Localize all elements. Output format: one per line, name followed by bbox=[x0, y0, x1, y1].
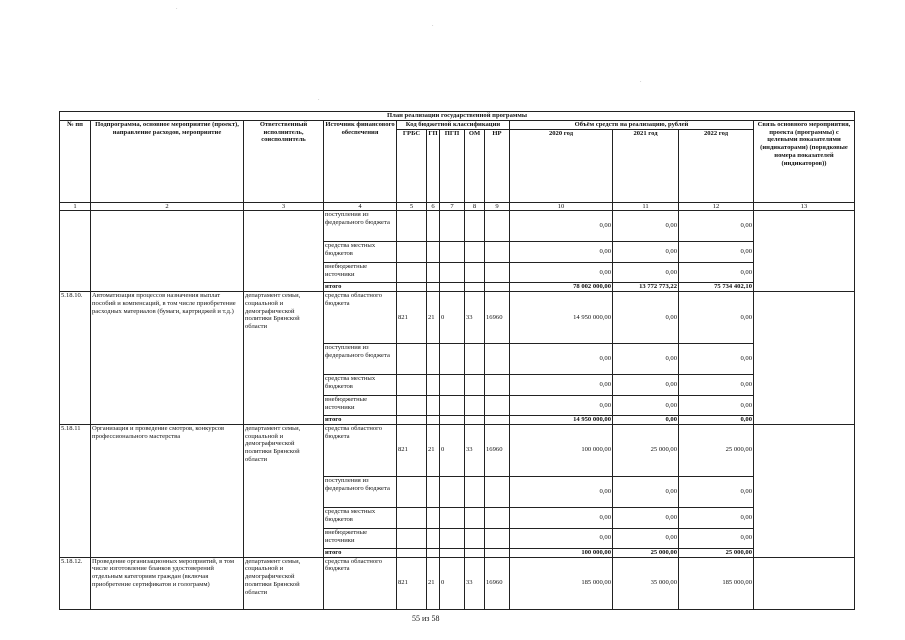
source-extrabudget: внебюджетные источники bbox=[324, 263, 397, 283]
col-number: 10 bbox=[510, 202, 613, 211]
code-om: 33 bbox=[465, 292, 485, 344]
item-executor: департамент семьи, социальной и демографической политики Брянской области bbox=[244, 424, 324, 557]
value-2020: 0,00 bbox=[510, 242, 613, 263]
col-number: 5 bbox=[397, 202, 427, 211]
header-2020: 2020 год bbox=[510, 129, 613, 202]
value-2020: 14 950 000,00 bbox=[510, 292, 613, 344]
header-grbs: ГРБС bbox=[397, 129, 427, 202]
code-nr: 16960 bbox=[485, 557, 510, 609]
value-2022: 0,00 bbox=[679, 292, 754, 344]
value-2020: 0,00 bbox=[510, 528, 613, 548]
item-name: Автоматизация процессов назначения выплат пособий и компенсаций, в том числе приобретение расходных материалов (бумаги, картриджей и т.д.) bbox=[91, 292, 244, 425]
source-federal: поступления из федерального бюджета bbox=[324, 476, 397, 507]
program-plan-table bbox=[59, 111, 855, 610]
source-total: итого bbox=[324, 283, 397, 292]
col-number: 7 bbox=[440, 202, 465, 211]
value-2020: 0,00 bbox=[510, 344, 613, 375]
col-number: 6 bbox=[427, 202, 440, 211]
item-number: 5.18.10. bbox=[60, 292, 91, 425]
source-local: средства местных бюджетов bbox=[324, 242, 397, 263]
item-name: Организация и проведение смотров, конкурсов профессионального мастерства bbox=[91, 424, 244, 557]
source-federal: поступления из федерального бюджета bbox=[324, 344, 397, 375]
total-2021: 13 772 773,22 bbox=[613, 283, 679, 292]
table-row bbox=[60, 292, 855, 344]
total-2020: 14 950 000,00 bbox=[510, 416, 613, 425]
header-om: ОМ bbox=[465, 129, 485, 202]
col-number: 3 bbox=[244, 202, 324, 211]
value-2022: 0,00 bbox=[679, 528, 754, 548]
col-number: 12 bbox=[679, 202, 754, 211]
total-2021: 25 000,00 bbox=[613, 548, 679, 557]
value-2021: 0,00 bbox=[613, 507, 679, 528]
source-regional: средства областного бюджета bbox=[324, 557, 397, 609]
value-2022: 0,00 bbox=[679, 263, 754, 283]
value-2022: 0,00 bbox=[679, 396, 754, 416]
header-link: Связь основного мероприятия, проекта (программы) с целевыми показателями (индикаторами) (порядковые номера показателей (индикаторов)) bbox=[754, 120, 855, 202]
value-2022: 0,00 bbox=[679, 375, 754, 396]
value-2022: 25 000,00 bbox=[679, 424, 754, 476]
table-title: План реализации государственной программы bbox=[60, 112, 855, 121]
item-executor: департамент семьи, социальной и демографической политики Брянской области bbox=[244, 292, 324, 425]
column-number-row bbox=[60, 202, 855, 211]
value-2021: 0,00 bbox=[613, 211, 679, 242]
value-2020: 0,00 bbox=[510, 263, 613, 283]
value-2021: 0,00 bbox=[613, 528, 679, 548]
value-2020: 0,00 bbox=[510, 507, 613, 528]
value-2020: 100 000,00 bbox=[510, 424, 613, 476]
header-2022: 2022 год bbox=[679, 129, 754, 202]
col-number: 4 bbox=[324, 202, 397, 211]
total-2021: 0,00 bbox=[613, 416, 679, 425]
code-gp: 21 bbox=[427, 292, 440, 344]
item-name: Проведение организационных мероприятий, в том числе изготовление бланков удостоверений отдельным категориям граждан (включая приобретение сертификатов и голограмм) bbox=[91, 557, 244, 609]
code-nr: 16960 bbox=[485, 292, 510, 344]
code-pgp: 0 bbox=[440, 424, 465, 476]
value-2020: 0,00 bbox=[510, 396, 613, 416]
source-total: итого bbox=[324, 416, 397, 425]
item-number: 5.18.12. bbox=[60, 557, 91, 609]
item-number: 5.18.11 bbox=[60, 424, 91, 557]
code-grbs: 821 bbox=[397, 424, 427, 476]
value-2021: 0,00 bbox=[613, 375, 679, 396]
total-2022: 25 000,00 bbox=[679, 548, 754, 557]
source-total: итого bbox=[324, 548, 397, 557]
value-2020: 0,00 bbox=[510, 211, 613, 242]
value-2022: 0,00 bbox=[679, 242, 754, 263]
table-row bbox=[60, 211, 855, 242]
code-gp: 21 bbox=[427, 424, 440, 476]
col-number: 9 bbox=[485, 202, 510, 211]
table-row bbox=[60, 424, 855, 476]
total-2022: 0,00 bbox=[679, 416, 754, 425]
value-2022: 0,00 bbox=[679, 344, 754, 375]
col-number: 2 bbox=[91, 202, 244, 211]
code-nr: 16960 bbox=[485, 424, 510, 476]
col-number: 1 bbox=[60, 202, 91, 211]
value-2021: 35 000,00 bbox=[613, 557, 679, 609]
code-om: 33 bbox=[465, 557, 485, 609]
code-gp: 21 bbox=[427, 557, 440, 609]
total-2020: 78 002 000,00 bbox=[510, 283, 613, 292]
value-2020: 0,00 bbox=[510, 375, 613, 396]
source-regional: средства областного бюджета bbox=[324, 292, 397, 344]
code-pgp: 0 bbox=[440, 557, 465, 609]
source-federal: поступления из федерального бюджета bbox=[324, 211, 397, 242]
source-extrabudget: внебюджетные источники bbox=[324, 396, 397, 416]
page-number: 55 из 58 bbox=[412, 614, 440, 623]
source-extrabudget: внебюджетные источники bbox=[324, 528, 397, 548]
value-2022: 0,00 bbox=[679, 476, 754, 507]
col-number: 11 bbox=[613, 202, 679, 211]
code-pgp: 0 bbox=[440, 292, 465, 344]
total-2020: 100 000,00 bbox=[510, 548, 613, 557]
value-2021: 0,00 bbox=[613, 396, 679, 416]
table-row bbox=[60, 557, 855, 609]
header-executor: Ответственный исполнитель, соисполнитель bbox=[244, 120, 324, 202]
header-2021: 2021 год bbox=[613, 129, 679, 202]
col-number: 8 bbox=[465, 202, 485, 211]
item-executor: департамент семьи, социальной и демографической политики Брянской области bbox=[244, 557, 324, 609]
value-2021: 0,00 bbox=[613, 263, 679, 283]
header-volume: Объём средств на реализацию, рублей bbox=[510, 120, 754, 129]
value-2020: 0,00 bbox=[510, 476, 613, 507]
header-budget-code: Код бюджетной классификации bbox=[397, 120, 510, 129]
source-local: средства местных бюджетов bbox=[324, 375, 397, 396]
value-2021: 0,00 bbox=[613, 292, 679, 344]
source-local: средства местных бюджетов bbox=[324, 507, 397, 528]
col-number: 13 bbox=[754, 202, 855, 211]
code-om: 33 bbox=[465, 424, 485, 476]
header-source: Источник финансового обеспечения bbox=[324, 120, 397, 202]
value-2021: 0,00 bbox=[613, 242, 679, 263]
total-2022: 75 734 402,10 bbox=[679, 283, 754, 292]
source-regional: средства областного бюджета bbox=[324, 424, 397, 476]
header-pgp: ПГП bbox=[440, 129, 465, 202]
code-grbs: 821 bbox=[397, 292, 427, 344]
header-gp: ГП bbox=[427, 129, 440, 202]
value-2020: 185 000,00 bbox=[510, 557, 613, 609]
header-subprogram: Подпрограмма, основное мероприятие (проект), направление расходов, мероприятие bbox=[91, 120, 244, 202]
value-2021: 0,00 bbox=[613, 344, 679, 375]
value-2022: 185 000,00 bbox=[679, 557, 754, 609]
header-num: № пп bbox=[60, 120, 91, 202]
value-2021: 25 000,00 bbox=[613, 424, 679, 476]
value-2021: 0,00 bbox=[613, 476, 679, 507]
header-nr: НР bbox=[485, 129, 510, 202]
value-2022: 0,00 bbox=[679, 507, 754, 528]
value-2022: 0,00 bbox=[679, 211, 754, 242]
code-grbs: 821 bbox=[397, 557, 427, 609]
